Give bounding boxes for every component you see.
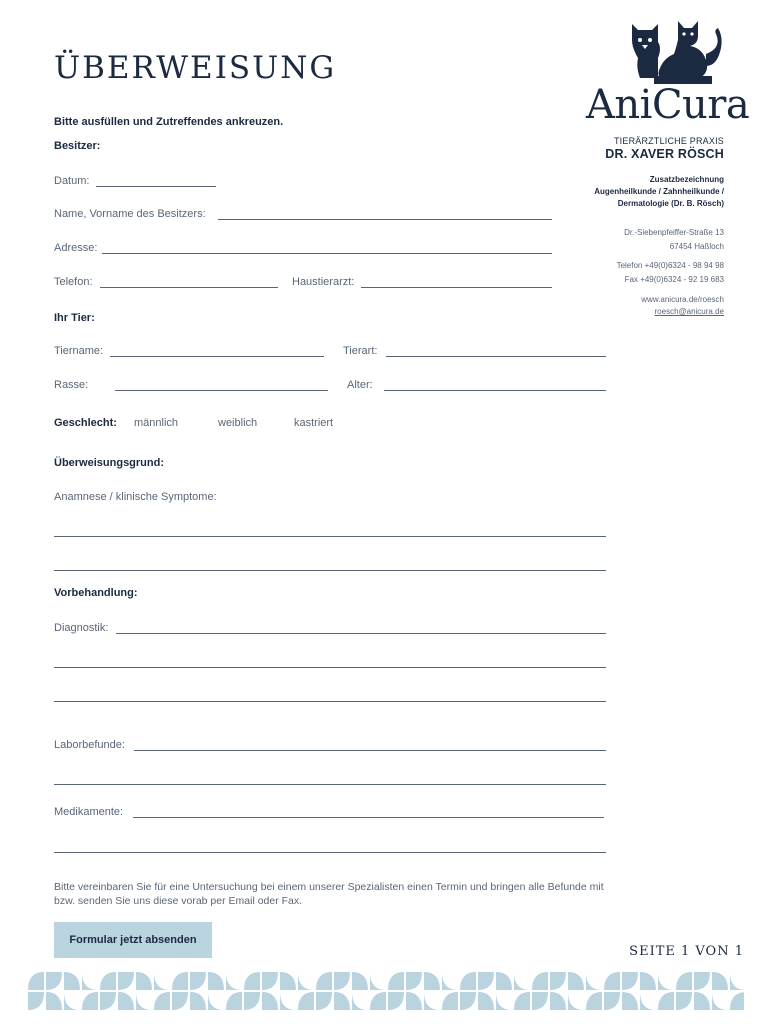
pattern-tile <box>460 972 476 990</box>
pattern-tile <box>208 992 224 1010</box>
sex-label: Geschlecht: <box>54 417 117 429</box>
pattern-tile <box>424 972 440 990</box>
pattern-tile <box>514 972 530 990</box>
pattern-tile <box>82 972 98 990</box>
decorative-pattern-band <box>28 972 744 1012</box>
species-label: Tierart: <box>343 345 378 357</box>
pattern-tile <box>352 992 368 1010</box>
pattern-tile <box>226 972 242 990</box>
pattern-tile <box>604 972 620 990</box>
breed-field[interactable] <box>115 390 328 391</box>
submit-form-button[interactable]: Formular jetzt absenden <box>54 922 212 958</box>
pattern-tile <box>712 972 728 990</box>
pattern-tile <box>64 992 80 1010</box>
age-label: Alter: <box>347 379 373 391</box>
pattern-tile <box>586 972 602 990</box>
clinic-phone: Telefon +49(0)6324 - 98 94 98 <box>616 261 724 270</box>
pattern-tile <box>46 972 62 990</box>
sex-option-female[interactable]: weiblich <box>218 417 258 429</box>
vet-field[interactable] <box>361 287 552 288</box>
pattern-tile <box>712 992 728 1010</box>
owner-name-label: Name, Vorname des Besitzers: <box>54 208 206 220</box>
pattern-tile <box>298 992 314 1010</box>
pattern-tile <box>154 992 170 1010</box>
pattern-tile <box>730 992 744 1010</box>
pattern-tile <box>406 992 422 1010</box>
anamnesis-line-2[interactable] <box>54 570 606 571</box>
pattern-tile <box>694 972 710 990</box>
pattern-tile <box>532 972 548 990</box>
pattern-tile <box>118 992 134 1010</box>
owner-name-field[interactable] <box>218 219 552 220</box>
pattern-tile <box>622 992 638 1010</box>
date-field[interactable] <box>96 186 216 187</box>
address-street: Dr.-Siebenpfeiffer-Straße 13 <box>624 228 724 237</box>
pattern-tile <box>208 972 224 990</box>
pattern-tile <box>136 972 152 990</box>
pattern-tile <box>136 992 152 1010</box>
pretreatment-section-heading: Vorbehandlung: <box>54 587 138 599</box>
pattern-tile <box>28 972 44 990</box>
pattern-tile <box>622 972 638 990</box>
brand-logo-wordmark: AniCura <box>586 82 750 128</box>
pattern-tile <box>64 972 80 990</box>
clinic-fax: Fax +49(0)6324 - 92 19 683 <box>624 275 724 284</box>
pet-name-field[interactable] <box>110 356 324 357</box>
address-field[interactable] <box>102 253 552 254</box>
page-number: SEITE 1 VON 1 <box>629 944 744 959</box>
pattern-tile <box>586 992 602 1010</box>
address-label: Adresse: <box>54 242 98 254</box>
phone-field[interactable] <box>100 287 278 288</box>
practice-label: TIERÄRZTLICHE PRAXIS <box>613 136 724 146</box>
zusatz-heading: Zusatzbezeichnung <box>649 175 724 184</box>
pattern-tile <box>658 972 674 990</box>
pattern-tile <box>316 992 332 1010</box>
zusatz-line-1: Augenheilkunde / Zahnheilkunde / <box>594 187 724 196</box>
pattern-tile <box>262 992 278 1010</box>
pattern-tile <box>172 972 188 990</box>
pattern-tile <box>478 972 494 990</box>
species-field[interactable] <box>386 356 606 357</box>
pattern-tile <box>694 992 710 1010</box>
footer-note: Bitte vereinbaren Sie für eine Untersuchung bei einem unserer Spezialisten einen Termin und bringen alle Befunde mit bzw. senden Sie uns diese vorab per Email oder Fax. <box>54 881 604 907</box>
clinic-website-link[interactable]: www.anicura.de/roesch <box>641 295 724 304</box>
pattern-tile <box>100 972 116 990</box>
pattern-tile <box>406 972 422 990</box>
pattern-tile <box>550 972 566 990</box>
pattern-tile <box>100 992 116 1010</box>
pattern-tile <box>316 972 332 990</box>
pattern-tile <box>244 972 260 990</box>
pattern-tile <box>442 992 458 1010</box>
diagnostics-label: Diagnostik: <box>54 622 109 634</box>
meds-label: Medikamente: <box>54 806 124 818</box>
meds-field[interactable] <box>133 817 604 818</box>
pattern-tile <box>226 992 242 1010</box>
pattern-tile <box>640 972 656 990</box>
pattern-tile <box>460 992 476 1010</box>
diagnostics-field[interactable] <box>116 633 606 634</box>
pattern-tile <box>496 992 512 1010</box>
doctor-name: DR. XAVER RÖSCH <box>605 147 724 161</box>
pet-name-label: Tiername: <box>54 345 104 357</box>
phone-label: Telefon: <box>54 276 93 288</box>
instruction-text: Bitte ausfüllen und Zutreffendes ankreuzen. <box>54 116 284 128</box>
clinic-email-link[interactable]: roesch@anicura.de <box>654 307 724 316</box>
lab-field[interactable] <box>134 750 606 751</box>
pattern-tile <box>280 992 296 1010</box>
pattern-tile <box>118 972 134 990</box>
pattern-tile <box>334 992 350 1010</box>
pattern-tile <box>370 972 386 990</box>
pattern-tile <box>190 992 206 1010</box>
date-label: Datum: <box>54 175 90 187</box>
pattern-tile <box>172 992 188 1010</box>
pattern-tile <box>514 992 530 1010</box>
pattern-tile <box>388 992 404 1010</box>
pattern-tile <box>550 992 566 1010</box>
pattern-tile <box>676 992 692 1010</box>
pattern-tile <box>442 972 458 990</box>
pattern-tile <box>46 992 62 1010</box>
pattern-tile <box>676 972 692 990</box>
zusatz-line-2: Dermatologie (Dr. B. Rösch) <box>617 199 724 208</box>
diagnostics-line-3[interactable] <box>54 701 606 702</box>
referral-section-heading: Überweisungsgrund: <box>54 457 165 469</box>
pattern-tile <box>532 992 548 1010</box>
pattern-tile <box>280 972 296 990</box>
anamnesis-label: Anamnese / klinische Symptome: <box>54 491 217 503</box>
pattern-tile <box>640 992 656 1010</box>
anamnesis-line-1[interactable] <box>54 536 606 537</box>
pattern-tile <box>658 992 674 1010</box>
pet-section-heading: Ihr Tier: <box>54 312 95 324</box>
pattern-tile <box>154 972 170 990</box>
pattern-tile <box>604 992 620 1010</box>
pattern-tile <box>28 992 44 1010</box>
pattern-tile <box>388 972 404 990</box>
lab-label: Laborbefunde: <box>54 739 125 751</box>
pattern-tile <box>352 972 368 990</box>
sex-option-male[interactable]: männlich <box>134 417 179 429</box>
meds-line-2[interactable] <box>54 852 606 853</box>
pattern-tile <box>82 992 98 1010</box>
breed-label: Rasse: <box>54 379 89 391</box>
pattern-tile <box>568 972 584 990</box>
pattern-tile <box>190 972 206 990</box>
page-title: ÜBERWEISUNG <box>54 50 337 86</box>
owner-section-heading: Besitzer: <box>54 140 101 152</box>
sex-option-neutered[interactable]: kastriert <box>294 417 334 429</box>
diagnostics-line-2[interactable] <box>54 667 606 668</box>
lab-line-2[interactable] <box>54 784 606 785</box>
pattern-tile <box>730 972 744 990</box>
age-field[interactable] <box>384 390 606 391</box>
vet-label: Haustierarzt: <box>292 276 355 288</box>
pattern-tile <box>334 972 350 990</box>
pattern-tile <box>424 992 440 1010</box>
pattern-tile <box>370 992 386 1010</box>
pattern-tile <box>568 992 584 1010</box>
pattern-tile <box>478 992 494 1010</box>
pattern-tile <box>262 972 278 990</box>
pattern-tile <box>496 972 512 990</box>
pattern-tile <box>298 972 314 990</box>
cat-dog-logo-icon <box>628 18 722 88</box>
address-city: 67454 Haßloch <box>669 242 724 251</box>
pattern-tile <box>244 992 260 1010</box>
